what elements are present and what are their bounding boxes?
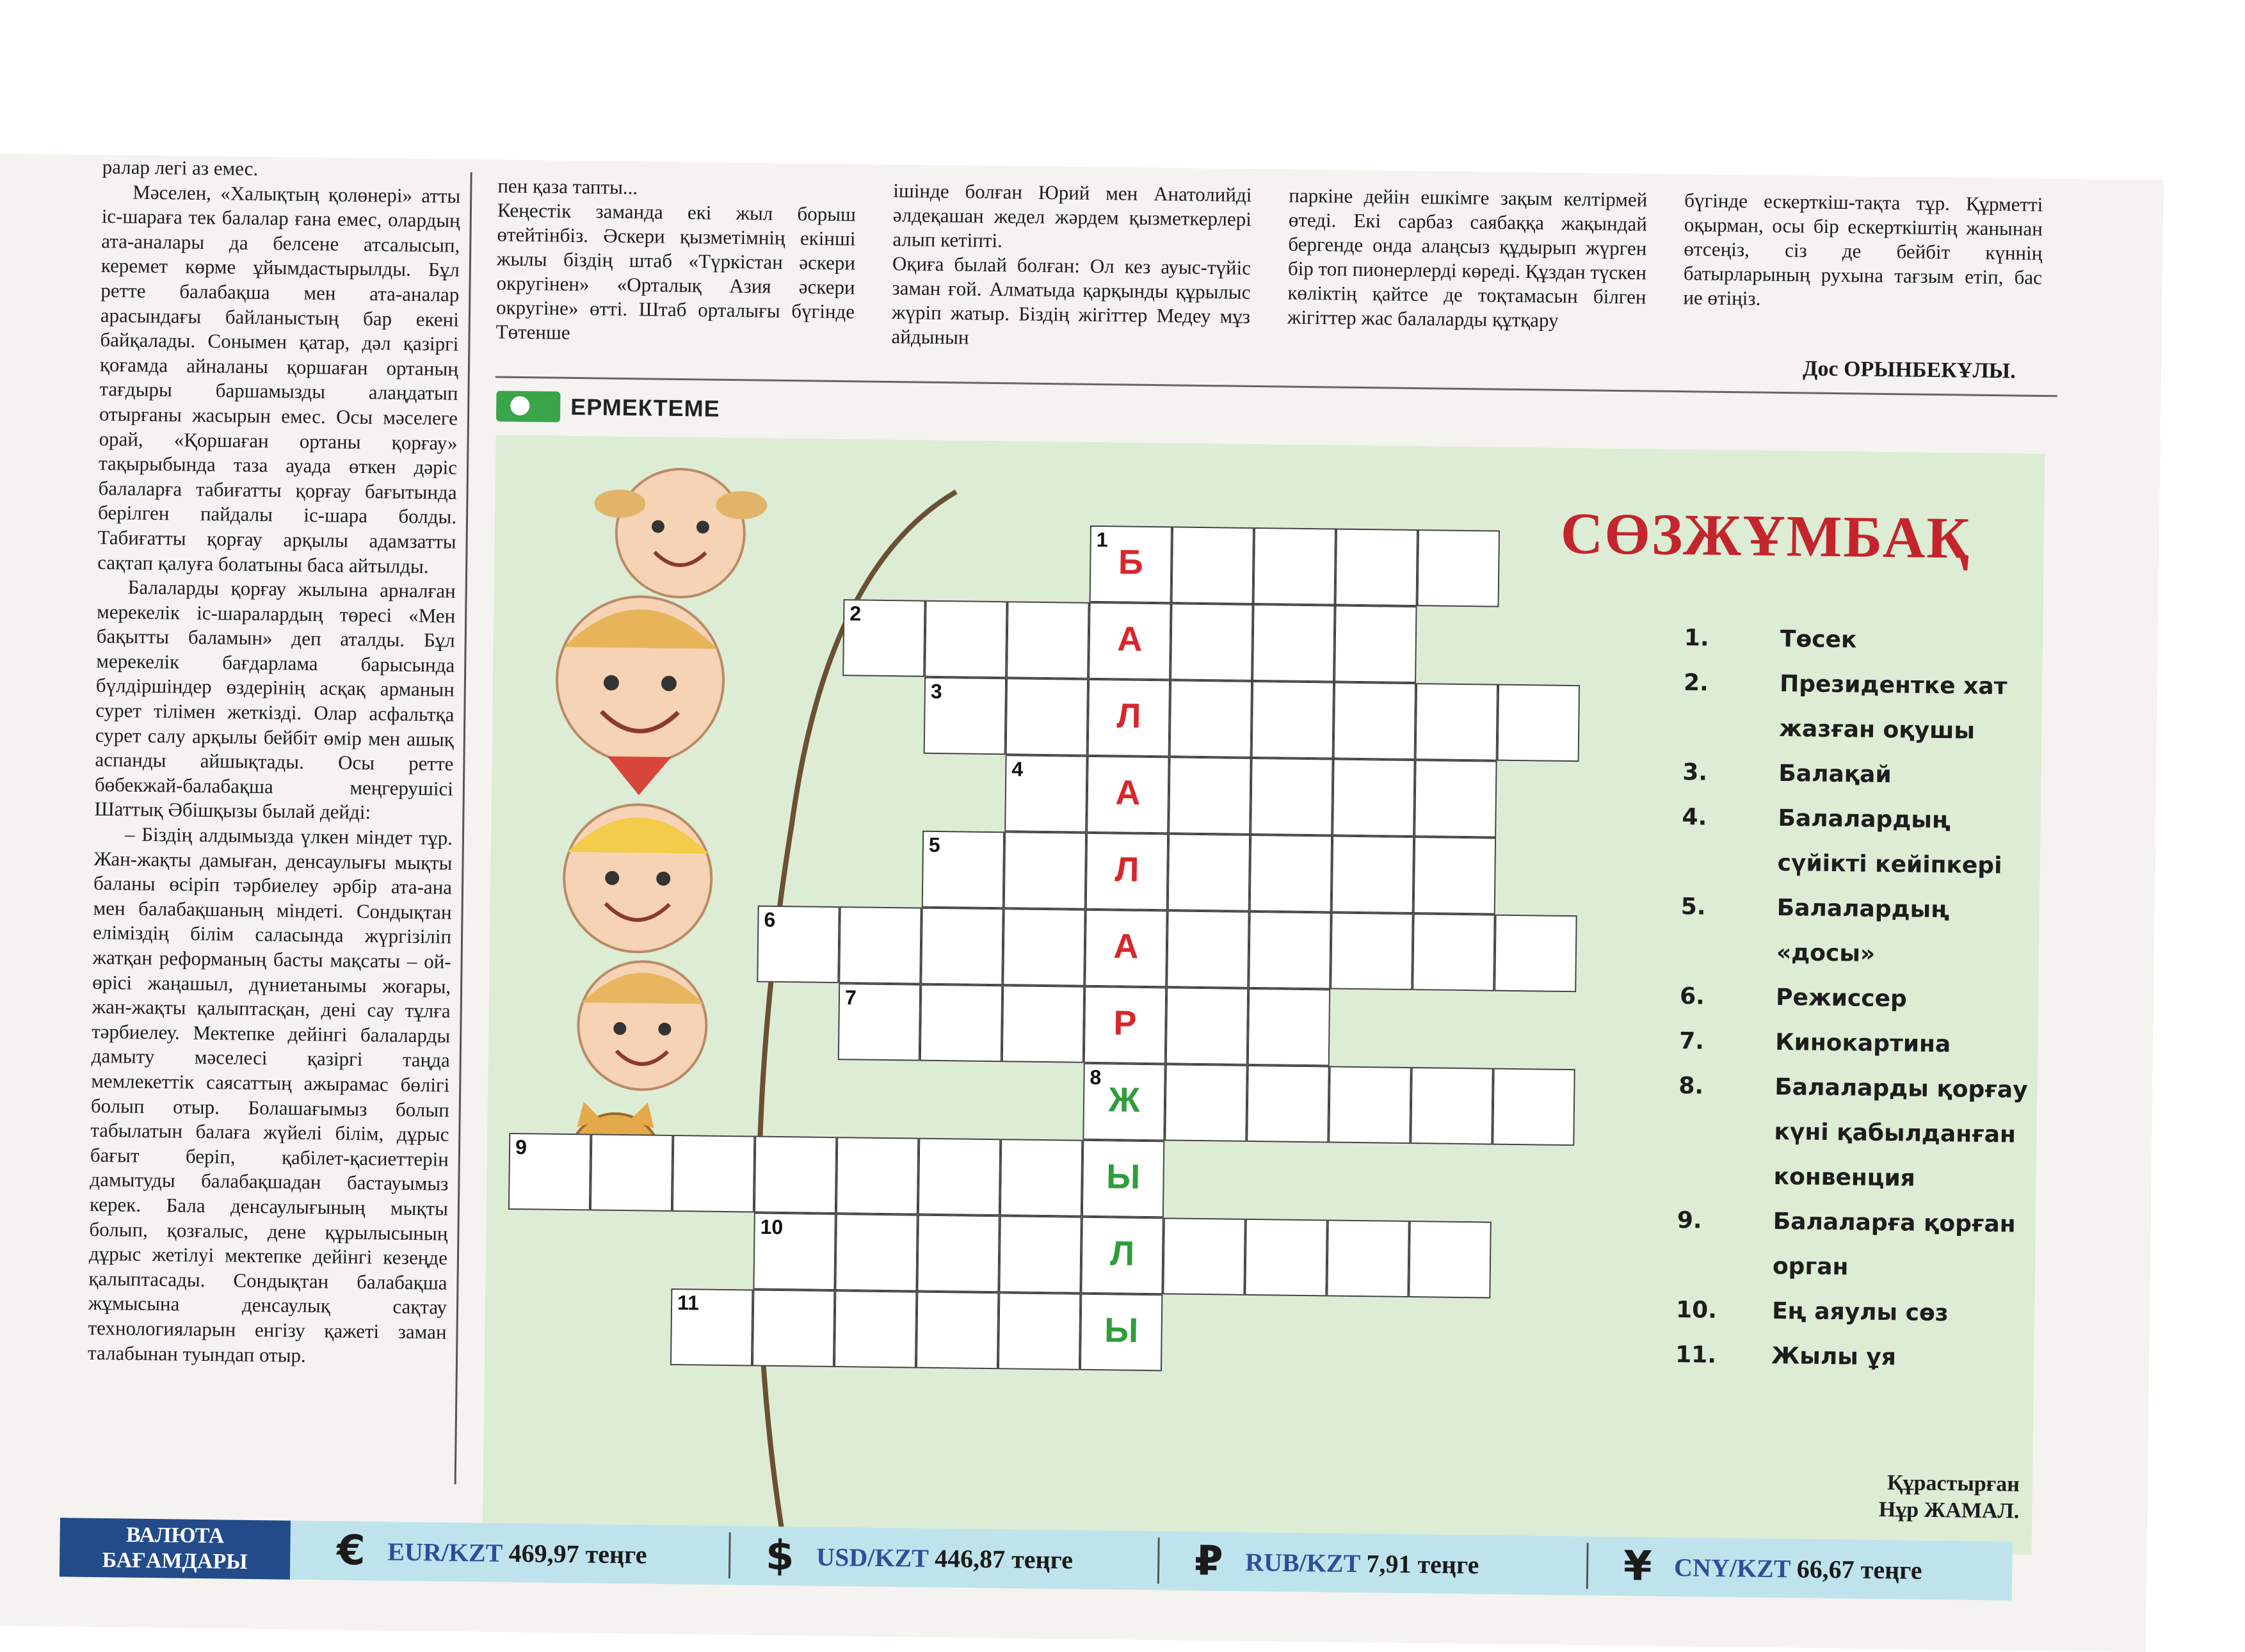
clue-item: 10. Ең аяулы сөз bbox=[1675, 1297, 1949, 1327]
crossword-cell[interactable] bbox=[998, 1292, 1081, 1370]
child-face-icon bbox=[593, 468, 768, 598]
crossword-cell[interactable] bbox=[918, 1138, 1001, 1216]
crossword-cell[interactable] bbox=[1086, 756, 1169, 834]
crossword-cell[interactable] bbox=[1330, 912, 1413, 990]
top-article-column: паркіне дейін ешкімге зақым келтірмей өтеді. Екі сарбаз саябаққа жақындай бергенде онда алаңсыз құдырып жүрген бір топ пионерлерді көреді. Құздан түскен көліктің қайтсе де тоқтамасын білген жігіттер жас балаларды құтқару bbox=[1287, 184, 1648, 332]
crossword-cell[interactable] bbox=[1253, 527, 1336, 605]
crossword-cell[interactable] bbox=[1082, 1063, 1165, 1141]
crossword-cell[interactable] bbox=[1334, 605, 1417, 684]
compiler-credit bbox=[1737, 1468, 2020, 1525]
crossword-cell[interactable] bbox=[834, 1290, 917, 1368]
crossword-cell[interactable] bbox=[1168, 833, 1250, 911]
crossword-cell[interactable] bbox=[1408, 1221, 1491, 1299]
crossword-cell[interactable] bbox=[921, 908, 1003, 986]
clue-item: 2. Президентке хат жазған оқушы bbox=[1683, 670, 2008, 744]
dollar-icon: $ bbox=[765, 1532, 795, 1580]
crossword-cell[interactable] bbox=[1082, 1140, 1164, 1218]
clue-item: 5. Балалардың «досы» bbox=[1680, 894, 1950, 967]
crossword-cell[interactable] bbox=[1004, 831, 1086, 910]
clue-item: 4. Балалардың сүйікті кейіпкері bbox=[1682, 804, 2002, 879]
crossword-cell[interactable] bbox=[924, 677, 1006, 755]
crossword-title: СӨЗЖҰМБАҚ bbox=[1560, 500, 1971, 571]
crossword-cell[interactable] bbox=[672, 1135, 755, 1213]
crossword-cell[interactable] bbox=[920, 984, 1002, 1063]
article-paragraph: ралар легі аз емес. bbox=[102, 155, 259, 180]
crossword-cell[interactable] bbox=[917, 1215, 999, 1293]
child-face-icon bbox=[556, 596, 725, 796]
crossword-cell[interactable] bbox=[922, 831, 1004, 909]
key-letter: Л bbox=[1114, 850, 1139, 889]
clue-number: 10 bbox=[760, 1215, 784, 1239]
crossword-cell[interactable] bbox=[1497, 684, 1580, 762]
crossword-cell[interactable] bbox=[1413, 837, 1496, 915]
rate-cny: ¥ CNY/KZT 66,67 теңге bbox=[1615, 1537, 1922, 1600]
article-author: Дос ОРЫНБЕКҰЛЫ. bbox=[1802, 357, 2016, 383]
crossword-cell[interactable] bbox=[1250, 758, 1333, 836]
article-paragraph: – Біздің алдымызда үлкен міндет тұр. Жан-жақты дамыған, денсаулығы мықты баланы өсіріп тәрбиелеу әрбір ата-ана мен балабақшаның міндеті. Сондықтан еліміздің білім саласында жүргізіліп жатқан реформаның басты мақсаты – ой-өрісі жаңашыл, дүниетанымы жоғары, жан-жақты қалыптасқан, дені сау тұлға тәрбиелеу. Мектепке дейінгі балаларды дамыту мәселесі қазіргі таңда мемлекеттік саясаттың ажырамас бөлігі болып отыр. Болашағымыз болып табылатын балаға жүйелі білім, дұрыс бағыт беріп, қабілет-қасиеттерін дамытуды балабақшадан бастауымыз керек. Бала денсаулығының мықты болып, қозғалыс, дене құрылысының дұрыс жетілуі мектепке дейінгі кезеңде қалыптасады. Сондықтан балабақша жұмысына денсаулық сақтау технологияларын енгізу қажеті заман талабынан туындап отыр. bbox=[87, 822, 453, 1367]
rate-eur: € EUR/KZT 469,97 теңге bbox=[328, 1521, 647, 1584]
crossword-cell[interactable] bbox=[1248, 911, 1331, 990]
crossword-cell[interactable] bbox=[1252, 604, 1335, 682]
key-letter: Ы bbox=[1104, 1311, 1139, 1350]
clue-number: 7 bbox=[844, 986, 857, 1009]
clue-item: 1. Төсек bbox=[1684, 625, 1857, 654]
clue-item: 8. Балаларды қорғау күні қабылданған конвенция bbox=[1678, 1073, 2028, 1192]
crossword-cell[interactable] bbox=[670, 1288, 753, 1367]
crossword-cell[interactable] bbox=[1328, 1066, 1411, 1144]
crossword-cell[interactable] bbox=[1170, 680, 1252, 758]
crossword-cell[interactable] bbox=[1251, 681, 1334, 759]
crossword-cell[interactable] bbox=[1000, 1139, 1082, 1217]
crossword-cell[interactable] bbox=[1088, 679, 1170, 757]
crossword-cell[interactable] bbox=[1171, 526, 1254, 604]
crossword-cell[interactable] bbox=[1081, 1217, 1163, 1295]
crossword-cell[interactable] bbox=[999, 1215, 1081, 1294]
compiler-name: Нұр ЖАМАЛ. bbox=[1878, 1498, 2020, 1523]
crossword-cell[interactable] bbox=[1244, 1219, 1327, 1297]
left-article-column bbox=[88, 155, 461, 1370]
key-letter: Ж bbox=[1108, 1080, 1140, 1119]
crossword-cell[interactable] bbox=[590, 1134, 673, 1212]
rubric-header bbox=[496, 387, 720, 428]
key-letter: Ы bbox=[1106, 1157, 1141, 1196]
crossword-cell[interactable] bbox=[1250, 835, 1332, 913]
clue-number: 9 bbox=[515, 1135, 527, 1159]
clue-number: 5 bbox=[928, 833, 940, 857]
crossword-cell[interactable] bbox=[1414, 760, 1497, 838]
newspaper-page bbox=[0, 154, 2164, 1652]
crossword-panel bbox=[483, 435, 2045, 1554]
rate-divider bbox=[1586, 1543, 1589, 1589]
crossword-cell[interactable] bbox=[508, 1133, 591, 1211]
clue-number: 4 bbox=[1011, 757, 1024, 781]
clue-item: 3. Балақай bbox=[1682, 759, 1892, 789]
crossword-cell[interactable] bbox=[1166, 910, 1249, 988]
euro-icon: € bbox=[336, 1527, 366, 1575]
crossword-cell[interactable] bbox=[1246, 1065, 1329, 1143]
crossword-cell[interactable] bbox=[1163, 1217, 1245, 1295]
crossword-cell[interactable] bbox=[1332, 836, 1414, 914]
child-face-icon bbox=[577, 961, 707, 1090]
compiler-label: Құрастырған bbox=[1887, 1471, 2020, 1496]
crossword-cell[interactable] bbox=[842, 599, 925, 677]
crossword-cell[interactable] bbox=[1332, 759, 1415, 837]
crossword-cell[interactable] bbox=[1492, 1068, 1575, 1146]
clue-number: 6 bbox=[764, 908, 776, 931]
top-article-column: ішінде болған Юрий мен Анатолийді әлдеқашан жедел жәрдем қызметкерлері алып кетіпті. Оқиға былай болған: Ол кез ауыс-түйіс заман ғой. Алматыда қарқынды құрылыс жүріп жатыр. Біздің жігіттер Медеу мұз айдынын bbox=[891, 179, 1252, 349]
crossword-cell[interactable] bbox=[1170, 603, 1253, 681]
clue-number: 8 bbox=[1090, 1065, 1102, 1089]
crossword-cell[interactable] bbox=[1166, 987, 1248, 1065]
key-letter: Л bbox=[1109, 1234, 1135, 1273]
crossword-cell[interactable] bbox=[1086, 833, 1168, 911]
clue-number: 1 bbox=[1096, 527, 1108, 552]
clue-item: 6. Режиссер bbox=[1679, 983, 1908, 1013]
currency-bar-label: ВАЛЮТА БАҒАМДАРЫ bbox=[60, 1518, 291, 1579]
crossword-cell[interactable] bbox=[1335, 529, 1418, 607]
key-letter: Р bbox=[1113, 1004, 1137, 1043]
crossword-cell[interactable] bbox=[924, 600, 1007, 678]
crossword-cell[interactable] bbox=[752, 1290, 835, 1368]
child-face-icon bbox=[563, 804, 712, 953]
key-letter: А bbox=[1115, 773, 1141, 812]
crossword-cell[interactable] bbox=[1168, 757, 1251, 835]
article-paragraph: Балаларды қорғау жылына арналған мерекелік іс-шаралардың төресі «Мен бақытты баламын» деп аталды. Бұл мерекелік бағдарлама барысында бүлдіршіндер өздерінің асқақ арманын сурет тілімен жеткізді. Олар асфальтқа сурет салу арқылы бейбіт өмір мен ашық аспанды айшықтады. Осы ретте бөбекжай-балабақша меңгерушісі Шаттық Әбішқызы былай дейді: bbox=[94, 575, 456, 824]
clue-item: 11. Жылы ұя bbox=[1675, 1342, 1897, 1371]
ruble-icon: ₽ bbox=[1194, 1537, 1223, 1585]
crossword-cell[interactable] bbox=[753, 1213, 835, 1291]
crossword-cell[interactable] bbox=[1084, 910, 1167, 988]
crossword-cell[interactable] bbox=[1333, 682, 1416, 760]
top-article-column: пен қаза тапты... Кеңестік заманда екі жыл борыш өтейтінбіз. Әскери қызметімнің екінші жылы біздің штаб «Түркістан әскери округінен» «Орталық Азия әскери округіне» өтті. Штаб орталығы бүгінде Төтенше bbox=[495, 174, 857, 344]
rate-divider bbox=[1157, 1537, 1160, 1584]
crossword-cell[interactable] bbox=[1494, 915, 1577, 993]
crossword-cell[interactable] bbox=[1088, 602, 1171, 680]
article-paragraph: Мәселен, «Халықтың қолөнері» атты іс-шараға тек балалар ғана емес, олардың ата-аналары да белсене атсалысып, керемет көрме ұйымдастырылды. Бұл ретте балабақша мен ата-аналар арасындағы байланыстың бар екені байқалады. Сонымен қатар, дәл қазіргі қоғамда айналаны қоршаған ортаның тағдыры баршамызды алаңдатып отырғаны жасырын емес. Осы мәселеге орай, «Қоршаған ортаны қорғау» тақырыбында таза ауада өткен дәріс балаларға табиғатты қорғау бағытында берілген пайдалы іс-шара болды. Табиғатты қорғау арқылы адамзатты сақтап қалуға болатыны баса айтылды. bbox=[97, 180, 461, 577]
clue-list bbox=[1675, 616, 2043, 1382]
crossword-cell[interactable] bbox=[1002, 985, 1084, 1063]
crossword-cell[interactable] bbox=[1417, 529, 1500, 607]
crossword-cell[interactable] bbox=[835, 1214, 917, 1292]
crossword-cell[interactable] bbox=[836, 1137, 919, 1215]
crossword-cell[interactable] bbox=[1006, 678, 1088, 756]
key-letter: Л bbox=[1116, 696, 1141, 735]
crossword-cell[interactable] bbox=[1080, 1294, 1163, 1372]
clue-number: 11 bbox=[677, 1291, 700, 1315]
key-letter: А bbox=[1113, 927, 1139, 966]
key-letter: Б bbox=[1118, 543, 1144, 582]
crossword-cell[interactable] bbox=[1164, 1064, 1247, 1142]
crossword-cell[interactable] bbox=[1412, 913, 1495, 991]
rubric-label: ЕРМЕКТЕМЕ bbox=[570, 393, 720, 422]
crossword-cell[interactable] bbox=[838, 983, 921, 1061]
top-article-column: бүгінде ескерткіш-тақта тұр. Құрметті оқырман, осы бір ескерткіштің жанынан өтсеңіз, сіз де бейбіт күннің батырларының рухына тағзым етіп, бас ие өтіңіз. bbox=[1683, 189, 2043, 310]
crossword-cell[interactable] bbox=[757, 906, 839, 984]
crossword-cell[interactable] bbox=[839, 906, 921, 984]
crossword-cell[interactable] bbox=[1090, 525, 1172, 604]
rate-usd: $ USD/KZT 446,87 теңге bbox=[757, 1527, 1074, 1589]
crossword-cell[interactable] bbox=[1248, 988, 1330, 1066]
crossword-cell[interactable] bbox=[1326, 1219, 1409, 1297]
clue-number: 2 bbox=[849, 602, 862, 625]
crossword-cell[interactable] bbox=[1002, 908, 1085, 986]
crossword-cell[interactable] bbox=[1415, 683, 1498, 761]
crossword-cell[interactable] bbox=[1004, 755, 1087, 833]
rate-divider bbox=[728, 1532, 731, 1578]
key-letter: А bbox=[1116, 620, 1143, 659]
crossword-cell[interactable] bbox=[916, 1292, 999, 1370]
clue-item: 9. Балаларға қорған орган bbox=[1677, 1207, 2016, 1281]
yuan-icon: ¥ bbox=[1623, 1543, 1652, 1591]
crossword-cell[interactable] bbox=[1084, 986, 1166, 1064]
rate-rub: ₽ RUB/KZT 7,91 теңге bbox=[1186, 1532, 1479, 1594]
crossword-cell[interactable] bbox=[1410, 1067, 1493, 1145]
clue-item: 7. Кинокартина bbox=[1679, 1028, 1951, 1058]
clue-number: 3 bbox=[930, 679, 942, 703]
crossword-cell[interactable] bbox=[754, 1136, 837, 1214]
rubric-marker-icon bbox=[496, 391, 561, 422]
crossword-cell[interactable] bbox=[1006, 601, 1089, 679]
